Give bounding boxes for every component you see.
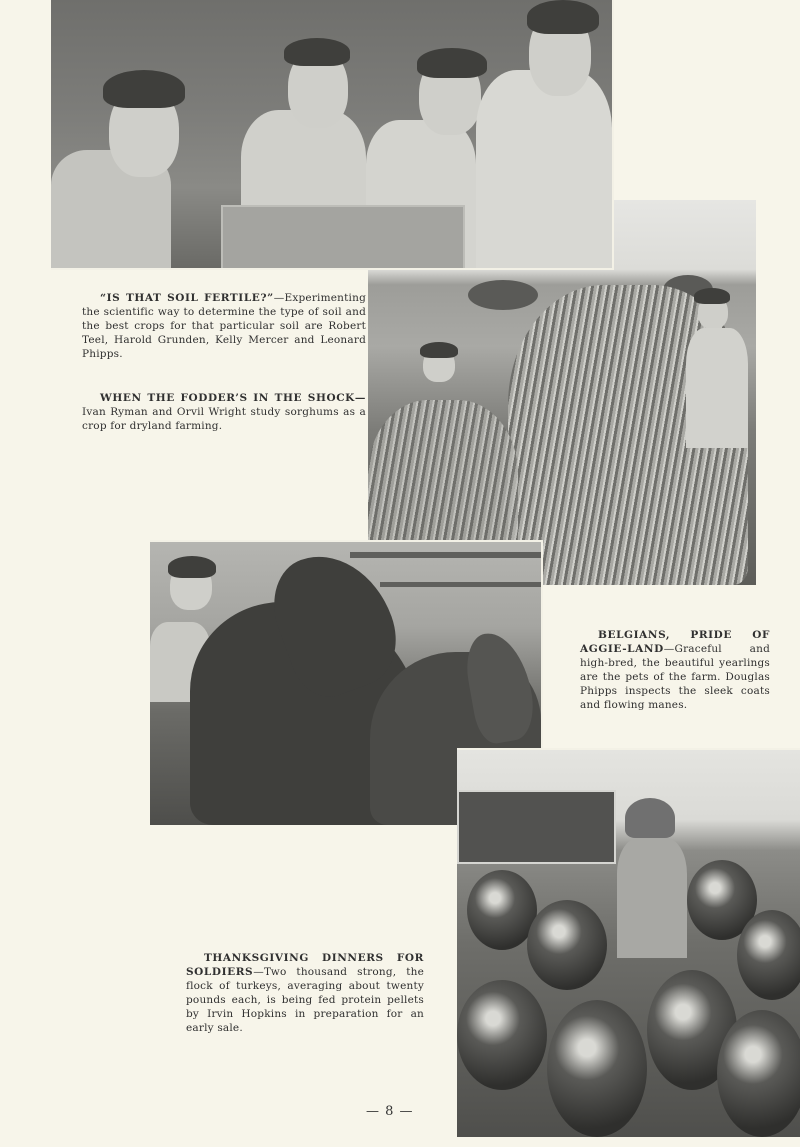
- turkey-shape: [717, 1010, 800, 1137]
- page-number: — 8 —: [366, 1104, 414, 1119]
- turkey-shape: [527, 900, 607, 990]
- person-hair: [168, 556, 216, 578]
- hat-shape: [625, 798, 675, 838]
- soil-sample-rack: [221, 205, 465, 270]
- caption-heading: “IS THAT SOIL FERTILE?”: [100, 292, 274, 304]
- caption-belgians: [580, 628, 770, 712]
- caption-body: —Two thousand strong, the flock of turkeys, averaging about twenty pounds each, is being fed protein pellets by Irvin Hopkins in preparation for an early sale.: [186, 966, 424, 1034]
- tree-shape: [468, 280, 538, 310]
- person-hair: [417, 48, 487, 78]
- caption-heading: WHEN THE FODDER’S IN THE SHOCK—: [100, 392, 366, 404]
- person-body: [686, 328, 748, 448]
- photo-soil-experiment: [51, 0, 614, 270]
- caption-body: —Graceful and high-bred, the beautiful yearlings are the pets of the farm. Douglas Phipps inspects the sleek coats and flowing manes.: [580, 643, 770, 711]
- person-body: [476, 70, 612, 268]
- caption-fodder-shock: [82, 391, 366, 433]
- person-hair: [284, 38, 350, 66]
- person-hair: [527, 0, 599, 34]
- turkey-shape: [547, 1000, 647, 1137]
- fence-rail: [350, 552, 541, 558]
- turkey-shape: [737, 910, 800, 1000]
- caption-heading: THANKSGIVING DINNERS FOR SOLDIERS: [186, 952, 424, 978]
- caption-heading: BELGIANS, PRIDE OF AGGIE-LAND: [580, 629, 770, 655]
- caption-soil-fertile: [82, 291, 366, 361]
- caption-thanksgiving: [186, 951, 424, 1035]
- person-hair: [420, 342, 458, 358]
- photo-turkey-flock: [457, 748, 800, 1137]
- fence-rail: [380, 582, 541, 587]
- person-body: [617, 838, 687, 958]
- caption-body: —Experimenting the scientific way to determine the type of soil and the best crops for that particular soil are Robert Teel, Harold Grunden, Kelly Mercer and Leonard Phipps.: [82, 292, 366, 360]
- caption-body: Ivan Ryman and Orvil Wright study sorghums as a crop for dryland farming.: [82, 406, 366, 432]
- person-hair: [694, 288, 730, 304]
- shed-shape: [457, 790, 616, 864]
- person-hair: [103, 70, 185, 108]
- turkey-shape: [457, 980, 547, 1090]
